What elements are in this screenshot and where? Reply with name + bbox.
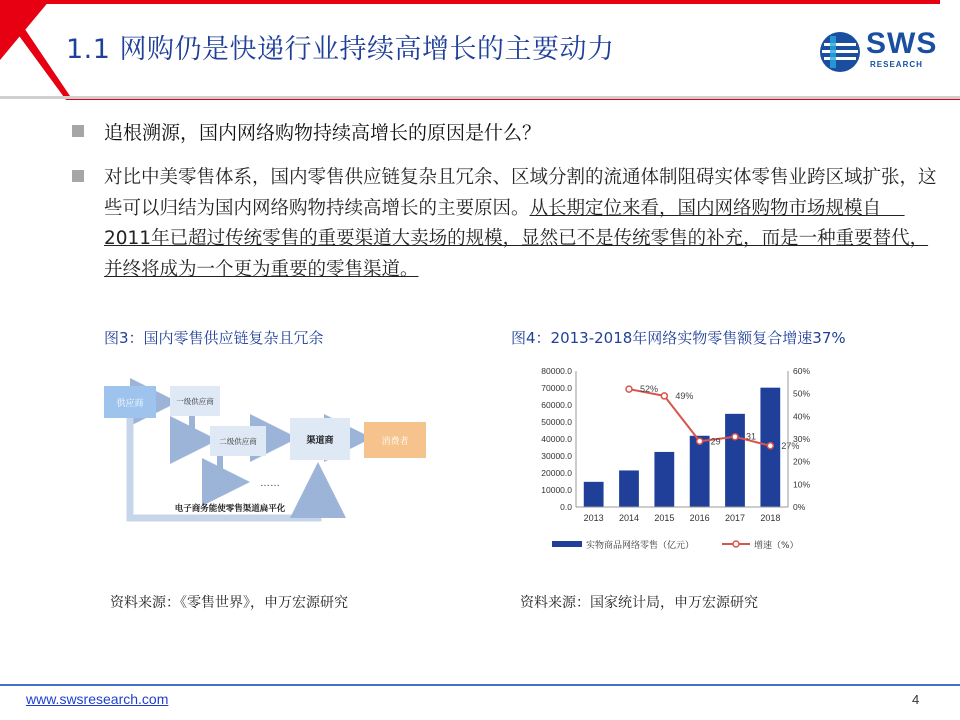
node-ellipsis: …… bbox=[260, 478, 280, 489]
node-consumer-label: 消费者 bbox=[381, 437, 409, 447]
logo-wordmark: SWS bbox=[866, 27, 938, 60]
growth-point bbox=[697, 438, 703, 444]
y-tick-label: 20000.0 bbox=[541, 468, 572, 478]
page-number: 4 bbox=[912, 692, 920, 707]
question-heading: 追根溯源，国内网络购物持续高增长的原因是什么？ bbox=[104, 122, 542, 144]
figure4-caption: 图4：2013-2018年网络实物零售额复合增速37% bbox=[511, 329, 846, 347]
sws-globe-icon bbox=[818, 30, 862, 74]
bullet-square bbox=[72, 125, 84, 137]
body-plain-text: 对比中美零售体系，国内零售供应链复杂且冗余、区域分割的流通体制阻碍实体零售业跨区域扩张，这些可以归结为国内网络购物持续高增长的主要原因。 bbox=[104, 167, 937, 219]
x-tick-label: 2016 bbox=[689, 513, 710, 523]
figure3-source: 资料来源：《零售世界》，申万宏源研究 bbox=[110, 595, 348, 611]
y-tick-label: 10000.0 bbox=[541, 485, 572, 495]
y2-tick-label: 40% bbox=[793, 411, 811, 422]
body-underlined-text: 从长期定位来看，国内网络购物市场规模自 2011年已超过传统零售的重要渠道大卖场的规模，显然已不是传统零售的补充，而是一种重要替代，并终将成为一个更为重要的零售渠道。 bbox=[104, 197, 929, 280]
node-channel-label: 渠道商 bbox=[306, 436, 334, 446]
node-supplier-label: 供应商 bbox=[116, 399, 144, 409]
legend-swatch-bar bbox=[552, 541, 582, 547]
x-tick-label: 2018 bbox=[760, 513, 781, 523]
y2-tick-label: 50% bbox=[793, 388, 811, 399]
supply-chain-diagram bbox=[100, 372, 440, 540]
growth-point bbox=[732, 434, 738, 440]
bar bbox=[619, 470, 639, 507]
figure3-caption: 图3：国内零售供应链复杂且冗余 bbox=[104, 329, 324, 347]
y2-tick-label: 30% bbox=[793, 434, 811, 444]
y-tick-label: 30000.0 bbox=[541, 451, 572, 461]
bar bbox=[654, 452, 674, 507]
x-tick-label: 2015 bbox=[654, 513, 675, 523]
bar bbox=[690, 436, 710, 507]
x-tick-label: 2013 bbox=[583, 513, 604, 523]
legend-label-bar: 实物商品网络零售（亿元） bbox=[586, 541, 695, 551]
growth-label: 52% bbox=[640, 384, 659, 395]
node-wholesale2-label: 二级供应商 bbox=[219, 437, 257, 446]
growth-label: 29 bbox=[710, 436, 721, 447]
growth-label: 49% bbox=[675, 390, 694, 401]
growth-point bbox=[626, 386, 632, 392]
logo-subtitle: RESEARCH bbox=[870, 60, 923, 69]
y-tick-label: 80000.0 bbox=[541, 366, 572, 376]
bar bbox=[584, 482, 604, 507]
bar bbox=[725, 414, 745, 507]
legend-label-line: 增速（%） bbox=[754, 541, 799, 551]
y2-tick-label: 10% bbox=[793, 479, 811, 490]
growth-label: 27% bbox=[781, 440, 800, 451]
growth-point bbox=[661, 393, 667, 399]
y-tick-label: 50000.0 bbox=[541, 417, 572, 427]
y-tick-label: 40000.0 bbox=[541, 434, 572, 444]
y2-tick-label: 20% bbox=[793, 456, 811, 467]
y-tick-label: 60000.0 bbox=[541, 400, 572, 410]
body-paragraph bbox=[104, 163, 940, 285]
online-retail-chart bbox=[510, 356, 830, 562]
figure4-source: 资料来源：国家统计局，申万宏源研究 bbox=[520, 595, 758, 611]
footer-website-link[interactable]: www.swsresearch.com bbox=[26, 691, 169, 707]
sws-logo bbox=[818, 28, 940, 74]
x-tick-label: 2014 bbox=[618, 513, 640, 523]
x-tick-label: 2017 bbox=[724, 513, 746, 523]
growth-label: 31 bbox=[746, 431, 757, 442]
legend-marker-line bbox=[733, 541, 739, 547]
ecommerce-label: 电子商务能使零售渠道扁平化 bbox=[174, 504, 286, 514]
y2-tick-label: 60% bbox=[793, 366, 811, 376]
y-tick-label: 70000.0 bbox=[541, 383, 572, 393]
bullet-square bbox=[72, 170, 84, 182]
growth-point bbox=[767, 443, 773, 449]
y2-tick-label: 0% bbox=[793, 502, 806, 512]
node-wholesale1-label: 一级供应商 bbox=[176, 397, 214, 406]
footer-divider bbox=[0, 684, 960, 686]
page-title: 1.1 网购仍是快递行业持续高增长的主要动力 bbox=[66, 34, 615, 65]
y-tick-label: 0.0 bbox=[560, 502, 572, 512]
